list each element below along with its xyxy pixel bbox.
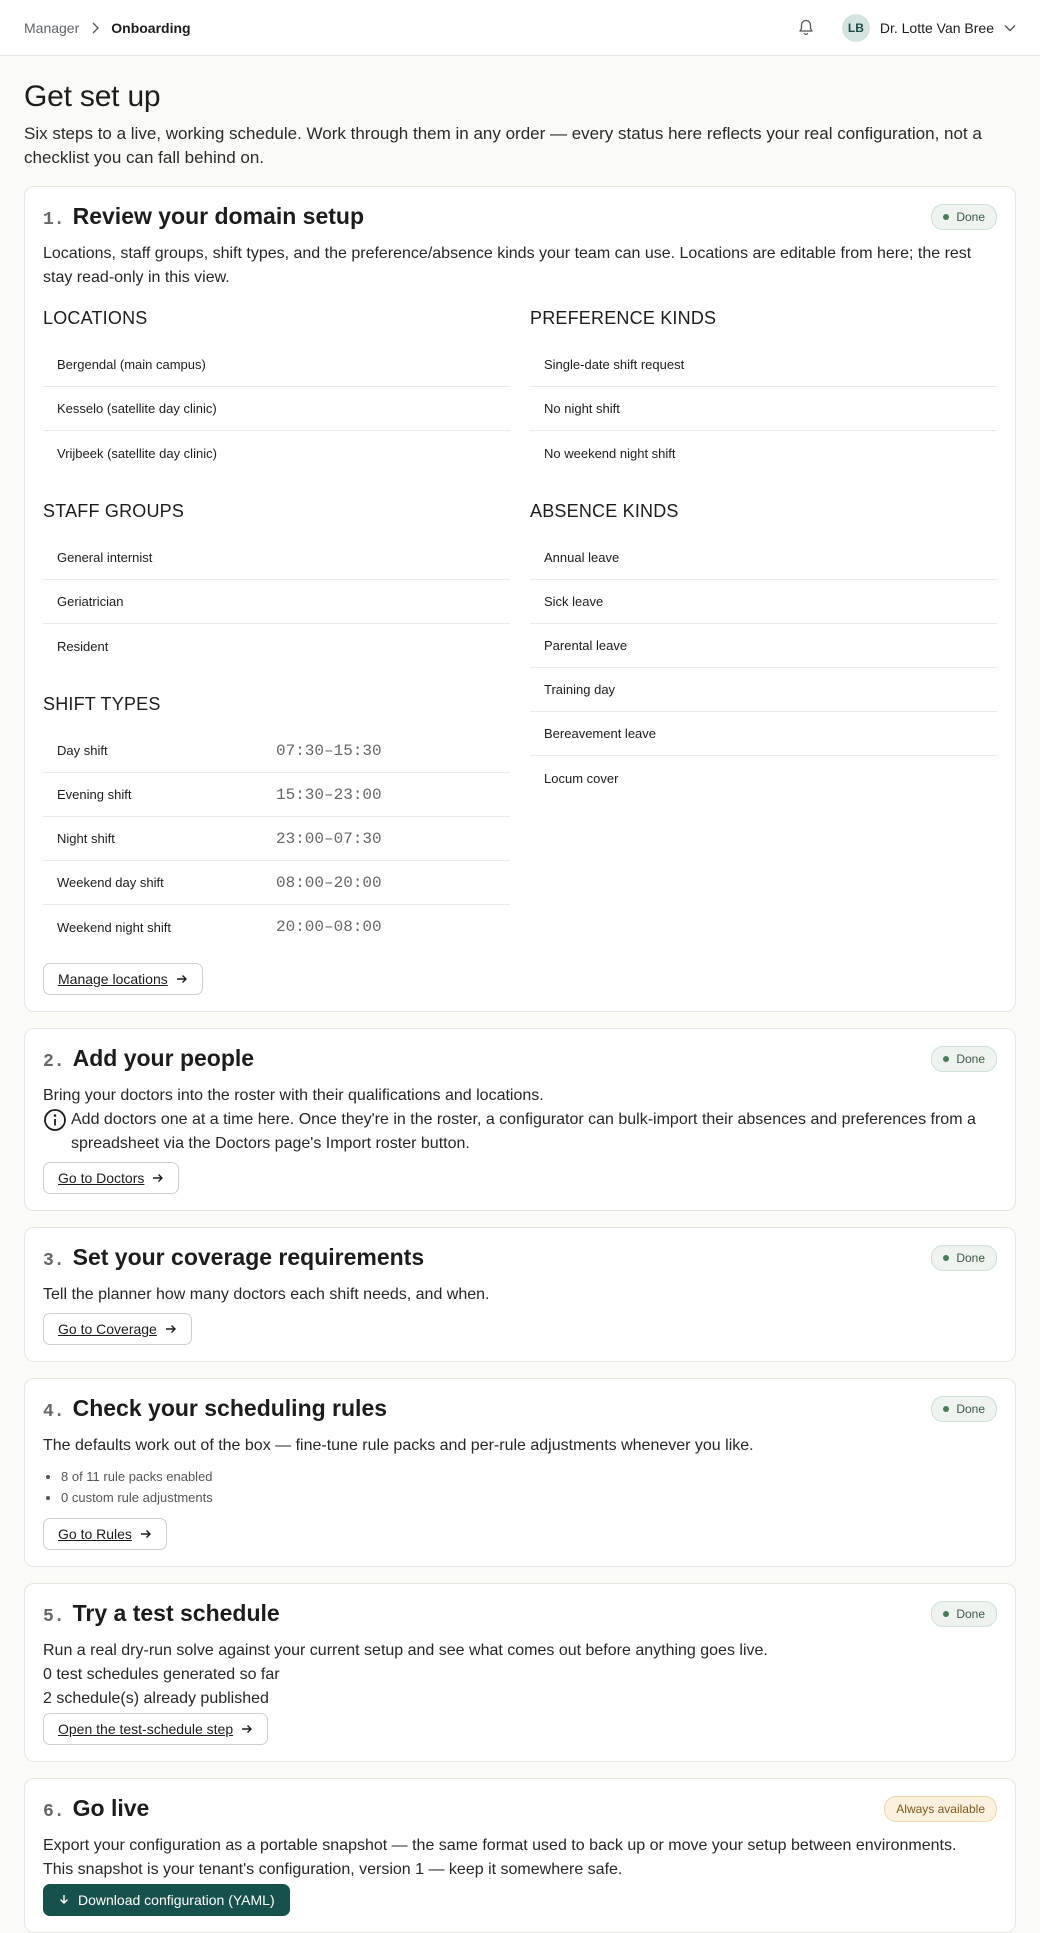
button-label: Manage locations [58, 971, 168, 987]
breadcrumb-manager-link[interactable]: Manager [24, 19, 80, 36]
step-title [43, 1244, 424, 1271]
step-card-people [24, 1028, 1016, 1211]
button-label: Open the test-schedule step [58, 1721, 234, 1737]
domain-left-column [43, 308, 510, 963]
step-card-domain-setup [24, 186, 1016, 1012]
absence-kinds-heading: ABSENCE KINDS [530, 501, 679, 521]
preference-kinds-list [530, 343, 997, 475]
status-dot-icon [943, 1255, 949, 1261]
shift-types-list [43, 729, 510, 949]
step-number: 1. [43, 210, 65, 230]
absence-kinds-list [530, 536, 997, 800]
step-title [43, 1395, 387, 1422]
list-item: Resident [57, 638, 109, 654]
list-item: No night shift [530, 387, 997, 431]
shift-time: 20:00–08:00 [276, 918, 382, 936]
arrow-right-icon [140, 1528, 152, 1540]
status-dot-icon [943, 1611, 949, 1617]
info-note [43, 1108, 997, 1156]
list-item: Training day [530, 668, 997, 712]
shift-time: 08:00–20:00 [276, 873, 382, 892]
snapshot-note: This snapshot is your tenant's configuration, version 1 — keep it somewhere safe. [43, 1861, 623, 1878]
list-item: Single-date shift request [530, 343, 997, 387]
step-description: Locations, staff groups, shift types, and the preference/absence kinds your team can use. Locations are editable from here; the rest stay read-only in this view. [43, 245, 972, 286]
step-number: 2. [43, 1052, 65, 1072]
list-item: • 0 custom rule adjustments [61, 1487, 997, 1508]
status-badge: Always available [884, 1796, 997, 1822]
download-configuration-button[interactable] [43, 1884, 290, 1916]
step-title [43, 1045, 254, 1072]
status-badge [931, 1245, 997, 1271]
manage-locations-button[interactable] [43, 963, 203, 995]
button-label: Go to Doctors [58, 1170, 145, 1186]
shift-name: Night shift [57, 831, 115, 846]
shift-name: Weekend day shift [57, 875, 164, 890]
list-item [43, 773, 510, 817]
chevron-right-icon [91, 22, 99, 34]
list-item: Bereavement leave [530, 712, 997, 756]
open-test-schedule-button[interactable] [43, 1713, 268, 1745]
button-label: Go to Rules [58, 1526, 132, 1542]
download-icon [58, 1894, 70, 1906]
list-item [43, 817, 510, 861]
domain-right-column [530, 308, 997, 963]
step-title [43, 1600, 280, 1627]
step-number: 6. [43, 1802, 65, 1822]
list-item [43, 861, 510, 905]
status-dot-icon [943, 1056, 949, 1062]
step-card-go-live [24, 1778, 1016, 1933]
shift-time: 23:00–07:30 [276, 829, 382, 848]
step-title-text: Check your scheduling rules [72, 1395, 388, 1421]
status-badge [931, 1046, 997, 1072]
list-item: • 8 of 11 rule packs enabled [61, 1466, 997, 1487]
go-to-rules-button[interactable] [43, 1518, 167, 1550]
list-item: Vrijbeek (satellite day clinic) [57, 445, 217, 461]
shift-time: 15:30–23:00 [276, 785, 382, 804]
shift-types-heading: SHIFT TYPES [43, 694, 161, 714]
staff-groups-list [43, 536, 510, 668]
page-title: Get set up [24, 80, 161, 113]
step-description: Bring your doctors into the roster with their qualifications and locations. [43, 1087, 544, 1104]
step-card-coverage [24, 1227, 1016, 1362]
step-title-text: Try a test schedule [72, 1600, 280, 1626]
step-card-test-schedule [24, 1583, 1016, 1762]
status-dot-icon [943, 214, 949, 220]
list-item: General internist [43, 536, 510, 580]
step-title-text: Go live [72, 1795, 150, 1821]
list-item: Parental leave [530, 624, 997, 668]
arrow-right-icon [176, 973, 188, 985]
step-title [43, 1795, 149, 1822]
list-item: Locum cover [544, 770, 619, 786]
shift-name: Day shift [57, 743, 108, 758]
page-intro: Six steps to a live, working schedule. Work through them in any order — every status here reflects your real configuration, not a checklist you can fall behind on. [24, 124, 982, 167]
step-description: Export your configuration as a portable snapshot — the same format used to back up or move your setup between environments. [43, 1837, 957, 1854]
arrow-right-icon [152, 1172, 164, 1184]
step-title-text: Set your coverage requirements [72, 1244, 425, 1270]
list-item: Bergendal (main campus) [43, 343, 510, 387]
list-item [43, 729, 510, 773]
step-title-text: Review your domain setup [72, 203, 365, 229]
breadcrumb-current: Onboarding [111, 19, 191, 36]
step-description: Run a real dry-run solve against your current setup and see what comes out before anything goes live. [43, 1642, 768, 1659]
user-name: Dr. Lotte Van Bree [879, 19, 994, 36]
status-dot-icon [943, 1406, 949, 1412]
status-badge-label: Done [956, 1250, 985, 1265]
top-right-controls [798, 14, 1016, 42]
arrow-right-icon [165, 1323, 177, 1335]
go-to-coverage-button[interactable] [43, 1313, 192, 1345]
button-label: Download configuration (YAML) [78, 1892, 275, 1908]
chevron-down-icon [1004, 24, 1016, 32]
status-badge [931, 1601, 997, 1627]
main-content [0, 56, 1040, 1933]
status-badge [931, 1396, 997, 1422]
preference-kinds-heading: PREFERENCE KINDS [530, 308, 717, 328]
step-number: 3. [43, 1251, 65, 1271]
user-menu[interactable] [842, 14, 1016, 42]
button-label: Go to Coverage [58, 1321, 157, 1337]
breadcrumb [24, 20, 191, 36]
staff-groups-heading: STAFF GROUPS [43, 501, 185, 521]
top-bar [0, 0, 1040, 56]
status-badge-label: Done [956, 1606, 985, 1621]
status-badge-label: Done [956, 1051, 985, 1066]
locations-list [43, 343, 510, 475]
test-schedules-count: 0 test schedules generated so far [43, 1666, 280, 1683]
shift-name: Evening shift [57, 787, 132, 802]
step-card-rules [24, 1378, 1016, 1567]
step-title-text: Add your people [72, 1045, 255, 1071]
info-icon [43, 1108, 67, 1156]
list-item: Geriatrician [43, 580, 510, 624]
published-schedules-count: 2 schedule(s) already published [43, 1690, 269, 1707]
list-item: Annual leave [530, 536, 997, 580]
list-item: Sick leave [530, 580, 997, 624]
shift-name: Weekend night shift [57, 919, 171, 935]
rules-summary-list [43, 1466, 997, 1508]
step-description: The defaults work out of the box — fine-tune rule packs and per-rule adjustments whenever you like. [43, 1437, 754, 1454]
locations-heading: LOCATIONS [43, 308, 148, 328]
list-item: No weekend night shift [544, 445, 676, 461]
status-badge-label: Done [956, 1401, 985, 1416]
status-badge [931, 204, 997, 230]
status-badge-label: Done [956, 209, 985, 224]
bell-icon[interactable] [798, 19, 814, 36]
avatar: LB [842, 14, 870, 42]
shift-time: 07:30–15:30 [276, 741, 382, 760]
step-title [43, 203, 364, 230]
step-number: 4. [43, 1402, 65, 1422]
list-item: Kesselo (satellite day clinic) [43, 387, 510, 431]
arrow-right-icon [241, 1723, 253, 1735]
info-note-text: Add doctors one at a time here. Once they're in the roster, a configurator can bulk-import their absences and preferences from a spreadsheet via the Doctors page's Import roster button. [71, 1111, 976, 1152]
step-description: Tell the planner how many doctors each shift needs, and when. [43, 1286, 490, 1303]
go-to-doctors-button[interactable] [43, 1162, 179, 1194]
list-item [43, 905, 510, 949]
step-number: 5. [43, 1607, 65, 1627]
